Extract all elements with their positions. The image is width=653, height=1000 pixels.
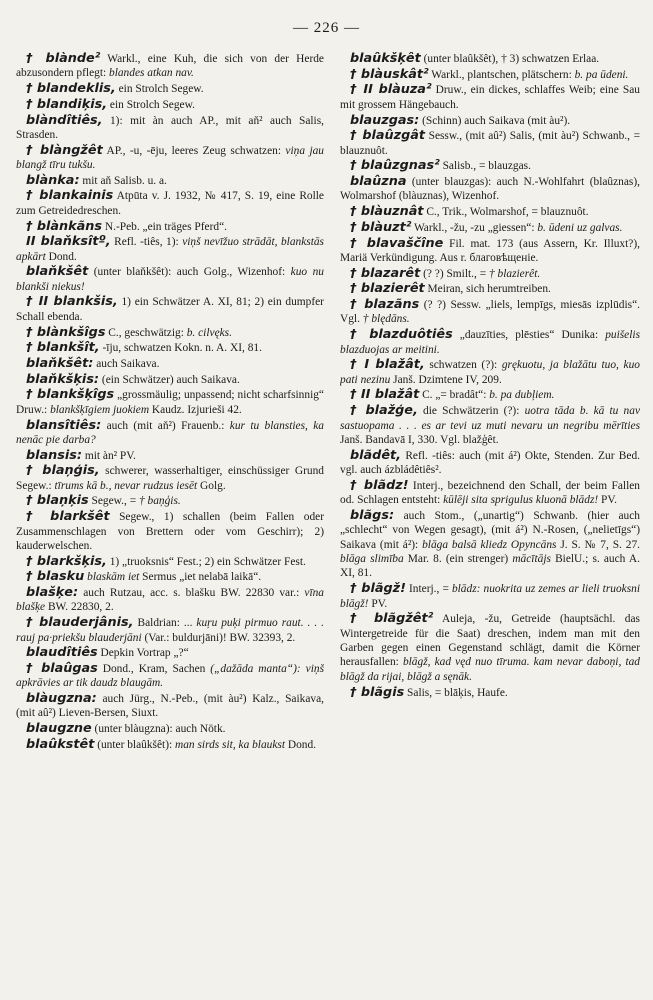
entry-example: uotra tāda b. kā tu nav sastuopama . . . es ar tevi uz muti nevaru un negribu mērīties	[340, 405, 640, 432]
entry-headword: blaňkšêt	[26, 264, 89, 280]
entry-example: † baņģis.	[136, 495, 181, 508]
entry-example: man sirds sit, ka blaukst	[172, 738, 286, 751]
entry-example: vīna blašķe	[16, 587, 324, 614]
entry-definition: (? ?) Smilt., =	[420, 267, 487, 280]
entry-definition: Salisb., = blauzgas.	[439, 160, 531, 173]
entry-headword: † blandiķis,	[26, 96, 108, 112]
dictionary-entry	[16, 341, 324, 355]
entry-headword: blašķe:	[26, 585, 79, 601]
dictionary-entry	[16, 738, 324, 752]
entry-source: J. S. № 7, S. 27.	[556, 538, 640, 551]
entry-headword: † blãdz!	[350, 477, 409, 493]
entry-example: blādz: nuokrita uz zemes ar lieli truoksni blāgž!	[340, 583, 640, 610]
entry-headword: † blavaščîne	[350, 235, 444, 251]
entry-headword: † blaûzgnas²	[350, 158, 440, 174]
entry-source: (Var.: buldurjāni)! BW. 32393, 2.	[141, 631, 296, 644]
entry-definition: Interj., =	[405, 583, 449, 596]
entry-example: blāga slimība	[340, 553, 404, 566]
entry-definition: Meiran, sich herumtreiben.	[424, 283, 551, 296]
entry-headword: † blàngžêt	[26, 142, 103, 158]
entry-example: blaskām iet	[84, 571, 140, 584]
dictionary-entry	[16, 586, 324, 615]
entry-headword: † I blažât,	[350, 357, 425, 373]
entry-headword: † II blàuza²	[350, 82, 432, 98]
page-number: — 226 —	[293, 20, 360, 36]
entry-definition: „grossmäulig; unpassend; nicht scharfsinnig“ Druw.:	[16, 389, 324, 416]
dictionary-entry	[16, 419, 324, 448]
entry-definition: Warkl., plantschen, plätschern:	[428, 68, 572, 81]
entry-example: tīrums kā b., nevar rudzus iesēt	[51, 479, 198, 492]
entry-headword: † blaûgas	[26, 660, 98, 676]
dictionary-entry	[16, 373, 324, 387]
dictionary-entry	[340, 221, 640, 235]
entry-definition: Baldrian: ...	[133, 617, 193, 630]
entry-headword: blaudîtiês	[26, 645, 98, 661]
dictionary-entry	[340, 114, 640, 128]
entry-definition: (? ?) Sessw. „liels, lempīgs, miesās izplūdis“. Vgl.	[340, 299, 640, 326]
entry-definition: auch Jürg., N.-Peb., (mit àu²) Kalz., Saikava, (mit aû²) Lieven-Bersen, Siuxt.	[16, 693, 324, 720]
entry-headword: † blandeklis,	[26, 81, 116, 97]
entry-headword: † blazarêt	[350, 265, 421, 281]
entry-example: kur tu blansties, ka nenāc pie darba?	[16, 419, 324, 446]
entry-headword: † blãgžêt²	[350, 611, 434, 627]
entry-definition: schwatzen (?):	[424, 359, 498, 372]
entry-definition: ein Strolch Segew.	[115, 83, 204, 96]
dictionary-entry	[340, 68, 640, 82]
dictionary-entry	[340, 358, 640, 387]
entry-example: blankšķīgiem juokiem	[47, 403, 150, 416]
dictionary-entry	[16, 662, 324, 691]
entry-headword: † blãgis	[350, 684, 405, 700]
entry-headword: blaugzne	[26, 721, 92, 737]
entry-definition: Depkin Vortrap „?“	[97, 647, 189, 660]
entry-definition: 1): mit àn auch AP., mit aň² auch Salis, Strasden.	[16, 114, 324, 141]
dictionary-entry	[340, 328, 640, 357]
dictionary-entry	[340, 205, 640, 219]
dictionary-entry	[340, 404, 640, 447]
dictionary-entry	[340, 509, 640, 581]
dictionary-entry	[16, 144, 324, 173]
entry-headword: blaňkšêt:	[26, 355, 94, 371]
entry-headword: † blankainis	[26, 188, 114, 204]
dictionary-entry	[340, 129, 640, 158]
dictionary-entry	[340, 582, 640, 611]
entry-source: BielU.; s. auch A. XI, 81.	[340, 553, 640, 580]
entry-headword: † blankšķîgs	[26, 387, 115, 403]
entry-definition: Segew., =	[88, 495, 137, 508]
entry-headword: † blànde²	[26, 52, 101, 66]
entry-definition: die Schwätzerin (?):	[417, 405, 520, 418]
entry-headword: II blaňksîtº,	[26, 234, 111, 250]
entry-example: grękuotu, ja blažātu tuo, kuo pati nezinu	[340, 359, 640, 386]
entry-headword: † blãgž!	[350, 581, 406, 597]
entry-example: b. pa dubļiem.	[486, 389, 555, 402]
entry-definition: C., geschwätzig:	[105, 326, 184, 339]
entry-headword: † blaņģis,	[26, 463, 100, 479]
entry-source: Janš. Dzimtene IV, 209.	[390, 373, 502, 386]
dictionary-entry	[16, 464, 324, 493]
entry-example: blandes atkan nav.	[106, 67, 194, 80]
entry-example: b. pa ūdeni.	[571, 68, 629, 81]
dictionary-entry	[16, 265, 324, 294]
dictionary-entry	[16, 449, 324, 463]
entry-headword: † blasku	[26, 569, 85, 585]
entry-example: („dažāda manta“): viņš apkrāvies ar tik daudz blaugām.	[16, 662, 324, 690]
entry-definition: Segew., 1) schallen (beim Fallen oder Zusammenschlagen von Brettern oder vom Geschirr); 2) kauderwelschen.	[16, 511, 324, 552]
entry-definition: Atpūta v. J. 1932, № 417, S. 19, eine Rolle zum Getreidedreschen.	[16, 190, 324, 217]
entry-headword: † blaûzgât	[350, 128, 426, 144]
entry-headword: blaûkšķêt	[350, 52, 421, 66]
entry-example: † blędāns.	[359, 313, 410, 326]
entry-example: b. ūdeni uz galvas.	[534, 221, 623, 234]
entry-definition: C., Trik., Wolmarshof, = blauznuôt.	[423, 206, 589, 219]
dictionary-entry	[16, 357, 324, 371]
dictionary-entry	[16, 189, 324, 218]
entry-headword: blaûzna	[350, 174, 407, 190]
entry-definition: Druw., ein dickes, schlaffes Weib; eine Sau mit grossem Hängebauch.	[340, 84, 640, 111]
entry-headword: † blankšît,	[26, 340, 100, 356]
entry-definition: Refl. -tiês: auch (mit á²) Okte, Stenden. Zur Bed. vgl. auch ázbládêtiês².	[340, 449, 640, 477]
entry-source: Golg.	[197, 479, 226, 492]
entry-headword: † blaņķis	[26, 493, 89, 509]
entry-definition: Salis, = blāķis, Haufe.	[404, 686, 508, 699]
entry-headword: blaûkstêt	[26, 736, 95, 752]
right-column	[340, 52, 640, 992]
entry-source: Sermus „iet nelabā laikā“.	[139, 571, 262, 584]
entry-definition: Dond., Kram, Sachen	[97, 662, 206, 675]
dictionary-entry	[16, 235, 324, 264]
dictionary-entry	[16, 326, 324, 340]
entry-definition: Warkl., eine Kuh, die sich von der Herde abzusondern pflegt:	[16, 53, 324, 80]
dictionary-entry	[16, 295, 324, 324]
entry-definition: auch Rutzau, acc. s. blašku BW. 22830 var.:	[78, 587, 300, 600]
entry-definition: N.-Peb. „ein träges Pferd“.	[102, 220, 227, 233]
dictionary-entry	[16, 82, 324, 96]
dictionary-entry	[340, 237, 640, 266]
entry-headword: † blažģe,	[350, 403, 418, 419]
entry-definition: 1) ein Schwätzer A. XI, 81; 2) ein dumpfer Schall ebenda.	[16, 296, 324, 323]
dictionary-entry	[16, 510, 324, 553]
entry-headword: blansis:	[26, 447, 83, 463]
dictionary-entry	[340, 388, 640, 402]
entry-source: Dond.	[285, 738, 317, 751]
entry-source: Kaudz. Izjurieši 42.	[149, 403, 242, 416]
entry-definition: C. „= bradât“:	[419, 389, 487, 402]
entry-definition: Sessw., (mit aû²) Salis, (mit àu²) Schwanb., = blauznuôt.	[340, 130, 640, 157]
dictionary-entry	[16, 98, 324, 112]
entry-headword: blànka:	[26, 172, 80, 188]
entry-headword: † II blažât	[350, 387, 420, 403]
dictionary-entry	[16, 114, 324, 143]
entry-example: b. cilvęks.	[183, 326, 232, 339]
entry-definition: Fil. mat. 173 (aus Assern, Kr. Illuxt?), Mariä Verkündigung. Aus r. благовѣщеніе.	[340, 237, 640, 264]
entry-headword: † blazãns	[350, 297, 420, 313]
dictionary-entry	[16, 555, 324, 569]
entry-headword: blaňkšķis:	[26, 371, 100, 387]
entry-definition: mit àn² PV.	[82, 449, 136, 462]
dictionary-entry	[340, 479, 640, 508]
entry-headword: † blarkšêt	[26, 509, 110, 525]
entry-definition: (unter blaûkšêt):	[94, 738, 173, 751]
entry-headword: † II blankšis,	[26, 294, 118, 310]
dictionary-entry	[16, 616, 324, 645]
entry-definition: (unter blaňkšêt): auch Golg., Wizenhof:	[88, 266, 286, 279]
entry-definition: (unter blàugzna): auch Nötk.	[91, 723, 226, 736]
entry-definition: Auleja, -žu, Getreide (hauptsächl. das Wintergetreide für die Saat) dreschen, indem man mit den Garben gegen einen Gegenstand schlägt, damit die Körner herausfallen:	[340, 613, 640, 669]
entry-example: kūlēji sita sprigulus kluonā blādz!	[440, 494, 599, 507]
dictionary-entry	[16, 570, 324, 584]
entry-headword: blàugzna:	[26, 691, 97, 707]
entry-definition: AP., -u, -ēju, leeres Zeug schwatzen:	[102, 144, 281, 157]
entry-example: blāgž, kad vęd nuo tīruma. kam nevar daboņi, tad blāgž da rijai, blāgž a sęnāk.	[340, 656, 640, 683]
entry-headword: † blarkšķis,	[26, 553, 107, 569]
entry-definition: -īju, schwatzen Kokn. n. A. XI, 81.	[99, 342, 262, 355]
entry-headword: blauzgas:	[350, 112, 420, 128]
entry-source: Dond.	[45, 250, 77, 263]
entry-definition: 1) „truoksnis“ Fest.; 2) ein Schwätzer Fest.	[106, 555, 306, 568]
entry-example: blāga balsā kliedz Opyncāns	[418, 538, 557, 551]
entry-definition: (ein Schwätzer) auch Saikava.	[99, 373, 240, 386]
entry-definition: auch Stom., („unartig“) Schwanb. (hier auch „schlecht“ von Wegen gesagt), (mit á²) N.-Rosen, („nelietīgs“) Saikava (mit á²):	[340, 509, 640, 551]
entry-headword: † blànkšîgs	[26, 324, 106, 340]
dictionary-entry	[16, 494, 324, 508]
entry-definition: mit aň Salisb. u. a.	[79, 174, 167, 187]
entry-headword: † blàuzt²	[350, 219, 412, 235]
dictionary-entry	[340, 52, 640, 66]
dictionary-entry	[340, 449, 640, 478]
entry-definition: Interj., bezeichnend den Schall, der beim Fallen od. Schlagen entsteht:	[340, 479, 640, 507]
dictionary-entry	[340, 159, 640, 173]
entry-source: Janš. Bandavā I, 330. Vgl. blažģêt.	[340, 433, 499, 446]
entry-headword: † blàuskât²	[350, 66, 429, 82]
dictionary-entry	[16, 52, 324, 81]
entry-definition: „dauzīties, plēsties“ Dunika:	[452, 329, 599, 342]
entry-headword: † blauderjânis,	[26, 615, 134, 631]
entry-headword: blãdêt,	[350, 447, 402, 463]
entry-example: kuŗu puķi pirmuo raut. . . . rauj pa·priekšu blauderjāni	[16, 617, 324, 644]
entry-example: mācītājs	[508, 553, 551, 566]
dictionary-entry	[16, 174, 324, 188]
entry-example: viņš nevīžuo strādāt, blankstās apkārt	[16, 236, 324, 263]
dictionary-entry	[340, 686, 640, 700]
entry-definition: (Schinn) auch Saikava (mit àu²).	[419, 114, 571, 127]
dictionary-entry	[340, 175, 640, 204]
dictionary-entry	[340, 298, 640, 327]
entry-definition: auch (mit aň²) Frauenb.:	[101, 419, 225, 432]
entry-headword: blãgs:	[350, 507, 395, 523]
entry-definition: Refl. -tiês, 1):	[110, 236, 179, 249]
dictionary-entry	[16, 646, 324, 660]
entry-headword: † blazduôtiês	[350, 327, 453, 343]
entry-headword: † blànkãns	[26, 218, 103, 234]
dictionary-entry	[340, 83, 640, 112]
dictionary-entry	[16, 388, 324, 417]
entry-definition: ein Strolch Segew.	[107, 98, 195, 111]
dictionary-entry	[340, 267, 640, 281]
entry-example: viņa jau blangž tīru tukšu.	[16, 144, 324, 172]
entry-source: PV.	[598, 494, 617, 507]
entry-headword: † blàuznât	[350, 204, 424, 220]
entry-example: kuo nu blankši niekus!	[16, 266, 324, 293]
entry-headword: blàndîtiês,	[26, 112, 103, 128]
entry-example: puišelis blazduojas ar meitini.	[340, 329, 640, 356]
dictionary-entry	[340, 612, 640, 684]
entry-definition: auch Saikava.	[93, 357, 160, 370]
dictionary-entry	[340, 282, 640, 296]
entry-definition: Warkl., -žu, -zu „giessen“:	[411, 221, 535, 234]
left-column	[16, 52, 324, 992]
entry-source: Mar. 8. (ein strenger)	[403, 553, 509, 566]
entry-source: BW. 22830, 2.	[45, 601, 114, 614]
entry-example: † blazierêt.	[486, 267, 541, 280]
entry-source: PV.	[368, 597, 388, 610]
entry-definition: (unter blauzgas): auch N.-Wohlfahrt (blaûznas), Wolmarshof (blàuznas), Wizenhof.	[340, 176, 640, 203]
entry-definition: schwerer, wasserhaltiger, einschüssiger Grund Segew.:	[16, 465, 324, 492]
dictionary-entry	[16, 220, 324, 234]
entry-headword: † blazierêt	[350, 281, 425, 297]
dictionary-entry	[16, 722, 324, 736]
dictionary-entry	[16, 692, 324, 721]
entry-headword: blansîtiês:	[26, 417, 102, 433]
entry-definition: (unter blaûkšêt), † 3) schwatzen Erlaa.	[420, 53, 600, 65]
